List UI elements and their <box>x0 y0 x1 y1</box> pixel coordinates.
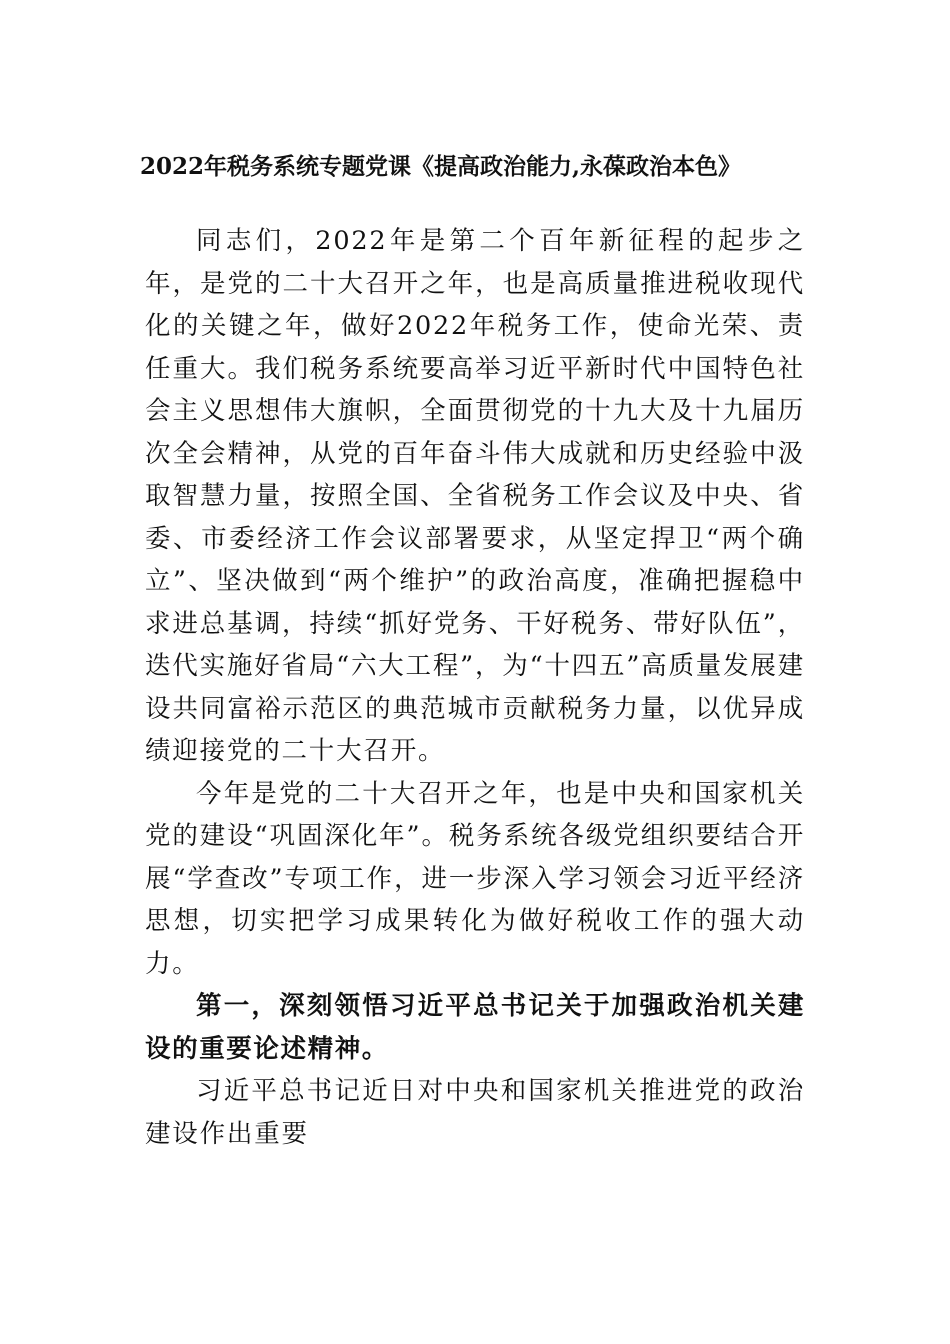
document-body <box>145 220 805 1155</box>
document-title: 2022年税务系统专题党课《提高政治能力,永葆政治本色》 <box>140 153 742 180</box>
paragraph-section-first: 习近平总书记近日对中央和国家机关推进党的政治建设作出重要 <box>145 1076 805 1149</box>
paragraph-second: 今年是党的二十大召开之年，也是中央和国家机关党的建设“巩固深化年”。税务系统各级党组织要结合开展“学查改”专项工作，进一步深入学习领会习近平经济思想，切实把学习成果转化为做好税收工作的强大动力。 <box>145 778 805 979</box>
paragraph-intro: 同志们，2022年是第二个百年新征程的起步之年，是党的二十大召开之年，也是高质量推进税收现代化的关键之年，做好2022年税务工作，使命光荣、责任重大。我们税务系统要高举习近平新时代中国特色社会主义思想伟大旗帜，全面贯彻党的十九大及十九届历次全会精神，从党的百年奋斗伟大成就和历史经验中汲取智慧力量，按照全国、全省税务工作会议及中央、省委、市委经济工作会议部署要求，从坚定捍卫“两个确立”、坚决做到“两个维护”的政治高度，准确把握稳中求进总基调，持续“抓好党务、干好税务、带好队伍”，迭代实施好省局“六大工程”，为“十四五”高质量发展建设共同富裕示范区的典范城市贡献税务力量，以优异成绩迎接党的二十大召开。 <box>145 226 805 766</box>
section-heading-first: 第一，深刻领悟习近平总书记关于加强政治机关建设的重要论述精神。 <box>145 991 805 1064</box>
